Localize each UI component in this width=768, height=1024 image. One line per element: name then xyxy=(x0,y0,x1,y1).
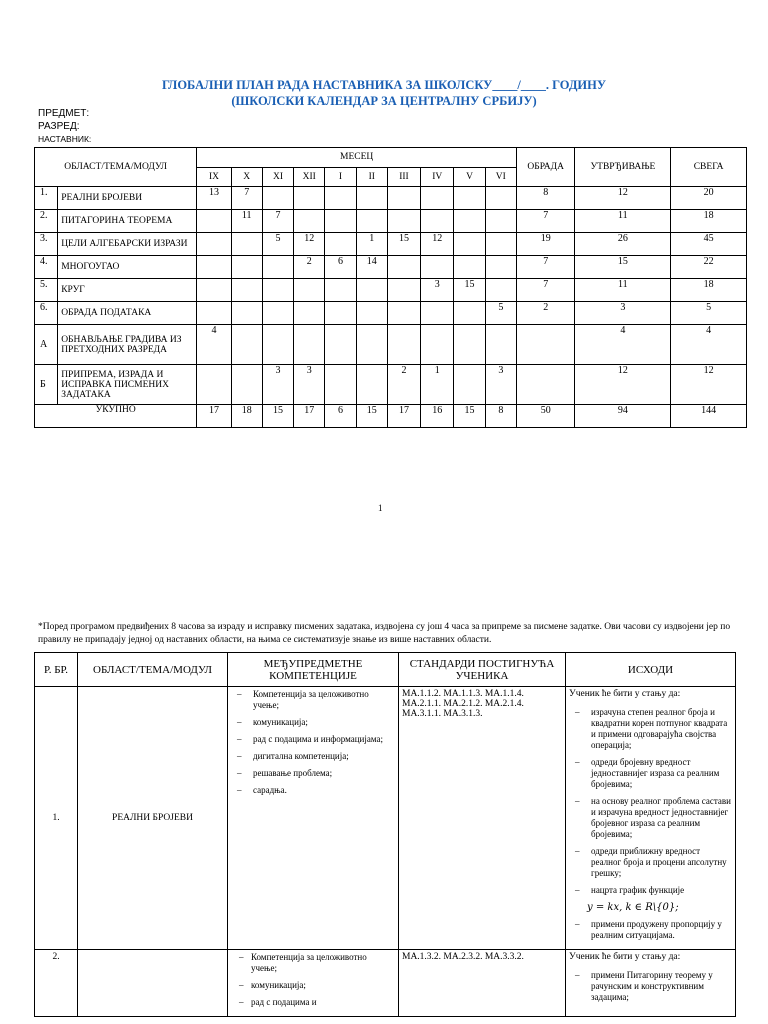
utv-cell: 3 xyxy=(575,302,671,325)
outcomes-cell xyxy=(566,950,736,1017)
total-month-cell: 17 xyxy=(294,405,325,428)
month-cell xyxy=(421,187,454,210)
utv-cell: 12 xyxy=(575,365,671,405)
month-cell xyxy=(197,256,231,279)
competence-item: – сарадња. xyxy=(231,785,395,796)
month-cell xyxy=(294,302,325,325)
table-row xyxy=(35,687,736,950)
svega-cell: 12 xyxy=(671,365,747,405)
month-cell xyxy=(197,279,231,302)
utvrdjivanje-header: УТВРЂИВАЊЕ xyxy=(575,148,671,187)
competence-item: – рад с подацима и информацијама; xyxy=(231,734,395,745)
month-cell xyxy=(197,302,231,325)
month-cell: 3 xyxy=(294,365,325,405)
month-cell xyxy=(356,279,387,302)
month-cell xyxy=(387,256,420,279)
outcome-item: – нацрта график функције xyxy=(569,885,732,896)
competence-item: – Компетенција за целоживотно учење; xyxy=(231,689,395,711)
month-cell: 2 xyxy=(294,256,325,279)
row-index: 3. xyxy=(35,233,58,256)
total-month-cell: 17 xyxy=(387,405,420,428)
row-name: ОБНАВЉАЊЕ ГРАДИВА ИЗ ПРЕТХОДНИХ РАЗРЕДА xyxy=(58,325,197,365)
month-cell: 3 xyxy=(262,365,293,405)
month-col-header: IX xyxy=(197,167,231,187)
month-col-header: X xyxy=(231,167,262,187)
obrada-cell: 2 xyxy=(516,302,574,325)
document-title: ГЛОБАЛНИ ПЛАН РАДА НАСТАВНИКА ЗА ШКОЛСКУ____/____. ГОДИНУ xyxy=(161,78,607,92)
competences-header: МЕЂУПРЕДМЕТНЕ КОМПЕТЕНЦИЈЕ xyxy=(228,653,399,687)
utv-cell: 11 xyxy=(575,210,671,233)
subject-label: ПРЕДМЕТ: xyxy=(38,108,90,119)
month-cell xyxy=(197,233,231,256)
total-month-cell: 6 xyxy=(325,405,356,428)
month-cell xyxy=(262,279,293,302)
month-cell xyxy=(356,187,387,210)
row-area: РЕАЛНИ БРОЈЕВИ xyxy=(78,687,228,950)
month-cell xyxy=(387,325,420,365)
month-cell xyxy=(454,187,485,210)
month-cell xyxy=(356,210,387,233)
month-col-header: VI xyxy=(485,167,516,187)
month-cell: 1 xyxy=(421,365,454,405)
row-index: Б xyxy=(35,365,58,405)
outcomes-table xyxy=(34,652,736,1017)
month-cell: 7 xyxy=(262,210,293,233)
outcome-item: – примени Питагорину теорему у рачунским и конструктивним задацима; xyxy=(569,970,732,1003)
month-cell xyxy=(294,279,325,302)
month-cell xyxy=(325,325,356,365)
table-row xyxy=(35,256,747,279)
table-row xyxy=(35,365,747,405)
month-cell xyxy=(231,302,262,325)
month-cell xyxy=(231,325,262,365)
row-index: 6. xyxy=(35,302,58,325)
obrada-cell: 7 xyxy=(516,279,574,302)
table-row xyxy=(35,325,747,365)
month-cell xyxy=(262,256,293,279)
outcome-item: – одреди приближну вредност реалног броја и процени апсолутну грешку; xyxy=(569,846,732,879)
row-name: ПИТАГОРИНА ТЕОРЕМА xyxy=(58,210,197,233)
total-svega-cell: 144 xyxy=(671,405,747,428)
outcome-item: – на основу реалног проблема састави и израчуна вредност једноставнијег бројевног израза са реалним бројевима; xyxy=(569,796,732,840)
month-cell xyxy=(294,325,325,365)
competence-item: – дигитална компетенција; xyxy=(231,751,395,762)
global-plan-table xyxy=(34,147,747,428)
month-cell: 5 xyxy=(262,233,293,256)
outcomes-intro: Ученик ће бити у стању да: xyxy=(569,689,681,699)
month-cell: 12 xyxy=(421,233,454,256)
svega-cell: 4 xyxy=(671,325,747,365)
row-name: ЦЕЛИ АЛГЕБАРСКИ ИЗРАЗИ xyxy=(58,233,197,256)
table-row xyxy=(35,302,747,325)
row-index: 4. xyxy=(35,256,58,279)
outcome-item: – израчуна степен реалног броја и квадратни корен потпуног квадрата и примени одговарајућа својства операција; xyxy=(569,707,732,751)
total-utv-cell: 94 xyxy=(575,405,671,428)
month-cell xyxy=(454,302,485,325)
month-header: МЕСЕЦ xyxy=(197,148,517,168)
outcomes-cell xyxy=(566,687,736,950)
month-cell xyxy=(356,325,387,365)
obrada-cell: 19 xyxy=(516,233,574,256)
total-month-cell: 16 xyxy=(421,405,454,428)
list-item: – примени продужену пропорцију у реалним ситуацијама. xyxy=(569,919,732,941)
month-cell xyxy=(454,365,485,405)
obrada-header: ОБРАДА xyxy=(516,148,574,187)
month-cell: 3 xyxy=(485,365,516,405)
month-cell xyxy=(325,279,356,302)
month-cell: 14 xyxy=(356,256,387,279)
utv-cell: 4 xyxy=(575,325,671,365)
svega-cell: 20 xyxy=(671,187,747,210)
table-row xyxy=(35,187,747,210)
month-cell xyxy=(197,365,231,405)
area-header: ОБЛАСТ/ТЕМА/МОДУЛ xyxy=(35,148,197,187)
month-cell xyxy=(454,210,485,233)
month-cell xyxy=(231,279,262,302)
month-col-header: II xyxy=(356,167,387,187)
month-cell xyxy=(325,365,356,405)
month-cell xyxy=(421,325,454,365)
utv-cell: 26 xyxy=(575,233,671,256)
month-cell xyxy=(485,187,516,210)
month-cell xyxy=(454,233,485,256)
month-col-header: V xyxy=(454,167,485,187)
total-month-cell: 15 xyxy=(454,405,485,428)
outcome-item: – одреди бројевну вредност једноставнијег израза са реалним бројевима; xyxy=(569,757,732,790)
row-index: 1. xyxy=(35,187,58,210)
row-index: А xyxy=(35,325,58,365)
row-name: ПРИПРЕМА, ИЗРАДА И ИСПРАВКА ПИСМЕНИХ ЗАДАТАКА xyxy=(58,365,197,405)
utv-cell: 12 xyxy=(575,187,671,210)
month-cell xyxy=(262,325,293,365)
competence-item: – комуникација; xyxy=(231,980,395,991)
page-number: 1 xyxy=(378,503,383,513)
month-cell: 12 xyxy=(294,233,325,256)
row-name: РЕАЛНИ БРОЈЕВИ xyxy=(58,187,197,210)
month-cell xyxy=(485,210,516,233)
month-cell xyxy=(356,365,387,405)
month-cell xyxy=(454,325,485,365)
month-cell xyxy=(231,256,262,279)
month-cell xyxy=(454,256,485,279)
month-cell xyxy=(262,187,293,210)
row-number: 2. xyxy=(35,950,78,1017)
month-cell: 4 xyxy=(197,325,231,365)
total-month-cell: 17 xyxy=(197,405,231,428)
obrada-cell: 7 xyxy=(516,256,574,279)
month-cell xyxy=(421,210,454,233)
month-cell: 2 xyxy=(387,365,420,405)
standards-cell: МА.1.3.2. МА.2.3.2. МА.3.3.2. xyxy=(399,950,566,1017)
month-col-header: XII xyxy=(294,167,325,187)
svega-cell: 22 xyxy=(671,256,747,279)
total-month-cell: 15 xyxy=(262,405,293,428)
month-cell: 11 xyxy=(231,210,262,233)
month-cell xyxy=(387,302,420,325)
utv-cell: 15 xyxy=(575,256,671,279)
month-cell xyxy=(325,233,356,256)
svega-cell: 45 xyxy=(671,233,747,256)
obrada-cell: 8 xyxy=(516,187,574,210)
function-formula: y = kx, k ∈ R\{0}; xyxy=(587,902,679,913)
svega-cell: 5 xyxy=(671,302,747,325)
table-row xyxy=(35,279,747,302)
row-area xyxy=(78,950,228,1017)
month-cell: 15 xyxy=(454,279,485,302)
row-name: МНОГОУГАО xyxy=(58,256,197,279)
month-cell xyxy=(231,233,262,256)
document-subtitle: (ШКОЛСКИ КАЛЕНДАР ЗА ЦЕНТРАЛНУ СРБИЈУ) xyxy=(231,94,537,108)
month-cell: 5 xyxy=(485,302,516,325)
month-cell: 3 xyxy=(421,279,454,302)
month-cell: 13 xyxy=(197,187,231,210)
rbr-header: Р. БР. xyxy=(35,653,78,687)
month-cell xyxy=(231,365,262,405)
total-label: УКУПНО xyxy=(35,405,197,428)
outcomes-intro: Ученик ће бити у стању да: xyxy=(569,952,681,962)
month-cell xyxy=(485,279,516,302)
utv-cell: 11 xyxy=(575,279,671,302)
svega-cell: 18 xyxy=(671,279,747,302)
competence-item: – комуникација; xyxy=(231,717,395,728)
footnote: *Поред програмом предвиђених 8 часова за израду и исправку писмених задатака, издвојена су још 4 часа за припреме за писмене задатке. Ови часови су издвојени јер по правилу не припадају једној од наставних области, на њима се систематизује знање из више наставних области. xyxy=(38,622,731,645)
obrada-cell xyxy=(516,325,574,365)
month-cell xyxy=(485,256,516,279)
obrada-cell xyxy=(516,365,574,405)
competence-item: – решавање проблема; xyxy=(231,768,395,779)
total-month-cell: 18 xyxy=(231,405,262,428)
svega-cell: 18 xyxy=(671,210,747,233)
row-name: ОБРАДА ПОДАТАКА xyxy=(58,302,197,325)
month-cell: 1 xyxy=(356,233,387,256)
total-month-cell: 15 xyxy=(356,405,387,428)
row-number: 1. xyxy=(35,687,78,950)
total-month-cell: 8 xyxy=(485,405,516,428)
month-cell xyxy=(325,210,356,233)
obrada-cell: 7 xyxy=(516,210,574,233)
month-cell xyxy=(485,233,516,256)
month-cell: 15 xyxy=(387,233,420,256)
area-header: ОБЛАСТ/ТЕМА/МОДУЛ xyxy=(78,653,228,687)
month-cell xyxy=(421,256,454,279)
outcomes-header: ИСХОДИ xyxy=(566,653,736,687)
total-obrada-cell: 50 xyxy=(516,405,574,428)
month-cell xyxy=(387,210,420,233)
standards-cell: МА.1.1.2. МА.1.1.3. МА.1.1.4. МА.2.1.1. МА.2.1.2. МА.2.1.4. МА.3.1.1. МА.3.1.3. xyxy=(399,687,566,950)
month-col-header: XI xyxy=(262,167,293,187)
competences-cell xyxy=(228,687,399,950)
month-cell xyxy=(325,302,356,325)
competence-item: – рад с подацима и xyxy=(231,997,395,1008)
competences-cell xyxy=(228,950,399,1017)
svega-header: СВЕГА xyxy=(671,148,747,187)
competence-item: – Компетенција за целоживотно учење; xyxy=(231,952,395,974)
month-cell xyxy=(294,210,325,233)
table-row xyxy=(35,210,747,233)
month-cell xyxy=(294,187,325,210)
month-col-header: IV xyxy=(421,167,454,187)
month-cell: 7 xyxy=(231,187,262,210)
teacher-label: НАСТАВНИК: xyxy=(38,134,92,144)
row-index: 5. xyxy=(35,279,58,302)
table-row xyxy=(35,233,747,256)
month-cell xyxy=(197,210,231,233)
month-col-header: I xyxy=(325,167,356,187)
grade-label: РАЗРЕД: xyxy=(38,121,80,132)
standards-header: СТАНДАРДИ ПОСТИГНУЋА УЧЕНИКА xyxy=(399,653,566,687)
row-name: КРУГ xyxy=(58,279,197,302)
month-cell xyxy=(387,279,420,302)
month-cell xyxy=(262,302,293,325)
month-cell xyxy=(325,187,356,210)
month-cell: 6 xyxy=(325,256,356,279)
month-cell xyxy=(356,302,387,325)
month-cell xyxy=(387,187,420,210)
table-row xyxy=(35,950,736,1017)
row-index: 2. xyxy=(35,210,58,233)
month-col-header: III xyxy=(387,167,420,187)
total-row xyxy=(35,405,747,428)
month-cell xyxy=(485,325,516,365)
month-cell xyxy=(421,302,454,325)
